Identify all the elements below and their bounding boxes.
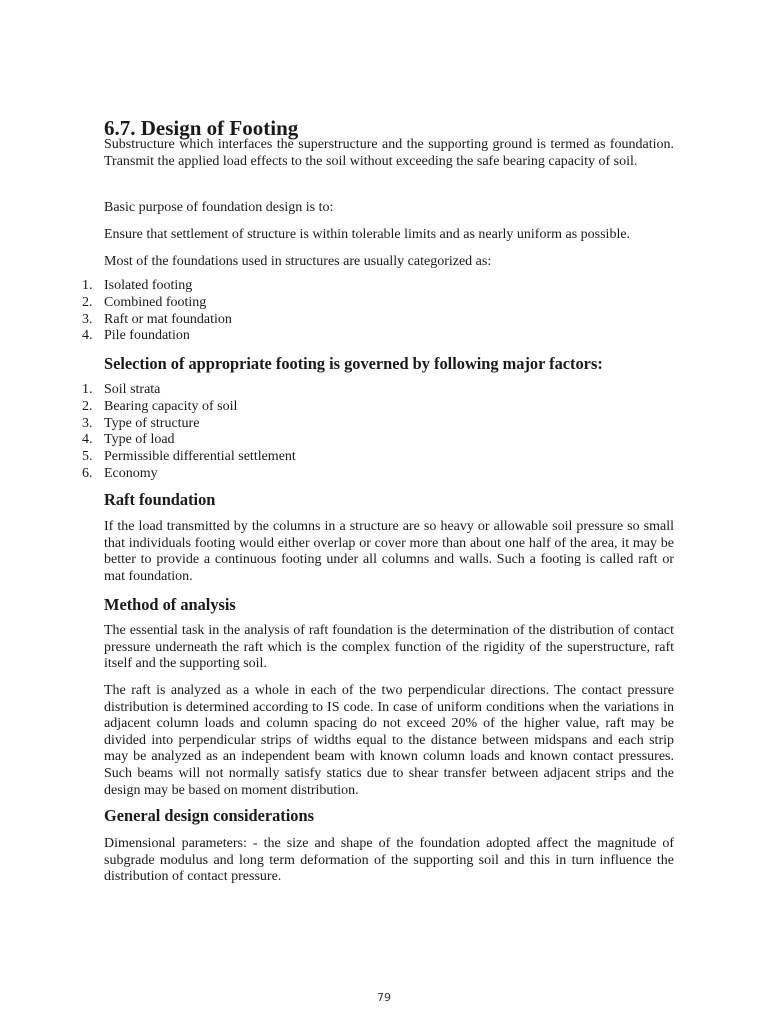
- list-number: 4.: [82, 432, 93, 448]
- list-number: 1.: [82, 382, 93, 397]
- list-text: Pile foundation: [104, 328, 190, 344]
- list-number: 3.: [82, 311, 93, 327]
- list-number: 6.: [82, 465, 93, 481]
- list-number: 5.: [82, 449, 93, 465]
- method-paragraph-2: The raft is analyzed as a whole in each of the two perpendicular directions. The contact pressure distribution is determined according to IS code. In case of uniform conditions when the variations in adjacent column loads and column spacing do not exceed 20% of the higher value, raft may be divided into perpendicular strips of widths equal to the distance between midspans and each strip may be analyzed as an independent beam with known column loads and known contact pressures. Such beams will not normally satisfy statics due to shear transfer between adjacent strips and the design may be based on moment distribution.: [104, 683, 674, 798]
- list-text: Permissible differential settlement: [104, 449, 296, 465]
- page-number: 79: [377, 991, 391, 1004]
- list-number: 1.: [82, 278, 93, 293]
- list-number: 2.: [82, 398, 93, 414]
- section-title: 6.7. Design of Footing: [104, 116, 299, 140]
- method-heading: Method of analysis: [104, 595, 236, 614]
- list-text: Economy: [104, 465, 158, 481]
- list-text: Combined footing: [104, 294, 207, 310]
- list-text: Soil strata: [104, 382, 161, 397]
- intro-paragraph: Substructure which interfaces the superstructure and the supporting ground is termed as foundation. Transmit the applied load effects to the soil without exceeding the safe bearing capacity of soil.: [104, 137, 674, 169]
- general-heading: General design considerations: [104, 806, 314, 825]
- selection-heading: Selection of appropriate footing is governed by following major factors:: [104, 354, 603, 373]
- method-paragraph-1: The essential task in the analysis of raft foundation is the determination of the distribution of contact pressure underneath the raft which is the complex function of the rigidity of the superstructure, raft itself and the supporting soil.: [104, 623, 674, 672]
- list-number: 4.: [82, 328, 93, 344]
- list-text: Raft or mat foundation: [104, 311, 232, 327]
- list-number: 2.: [82, 294, 93, 310]
- purpose-line: Basic purpose of foundation design is to:: [104, 200, 334, 215]
- list-text: Bearing capacity of soil: [104, 398, 238, 414]
- categories-intro: Most of the foundations used in structures are usually categorized as:: [104, 254, 492, 269]
- dimensional-paragraph: Dimensional parameters: - the size and shape of the foundation adopted affect the magnitude of subgrade modulus and long term deformation of the supporting soil and this in turn influence the distribution of contact pressure.: [104, 836, 674, 885]
- list-text: Isolated footing: [104, 278, 193, 293]
- list-number: 3.: [82, 415, 93, 431]
- raft-paragraph: If the load transmitted by the columns in a structure are so heavy or allowable soil pressure so small that individuals footing would either overlap or cover more than about one half of the area, it may be better to provide a continuous footing under all columns and walls. Such a footing is called raft or mat foundation.: [104, 519, 674, 584]
- list-text: Type of load: [104, 432, 175, 448]
- list-text: Type of structure: [104, 415, 200, 431]
- settlement-line: Ensure that settlement of structure is within tolerable limits and as nearly uniform as possible.: [104, 227, 631, 242]
- raft-heading: Raft foundation: [104, 490, 216, 509]
